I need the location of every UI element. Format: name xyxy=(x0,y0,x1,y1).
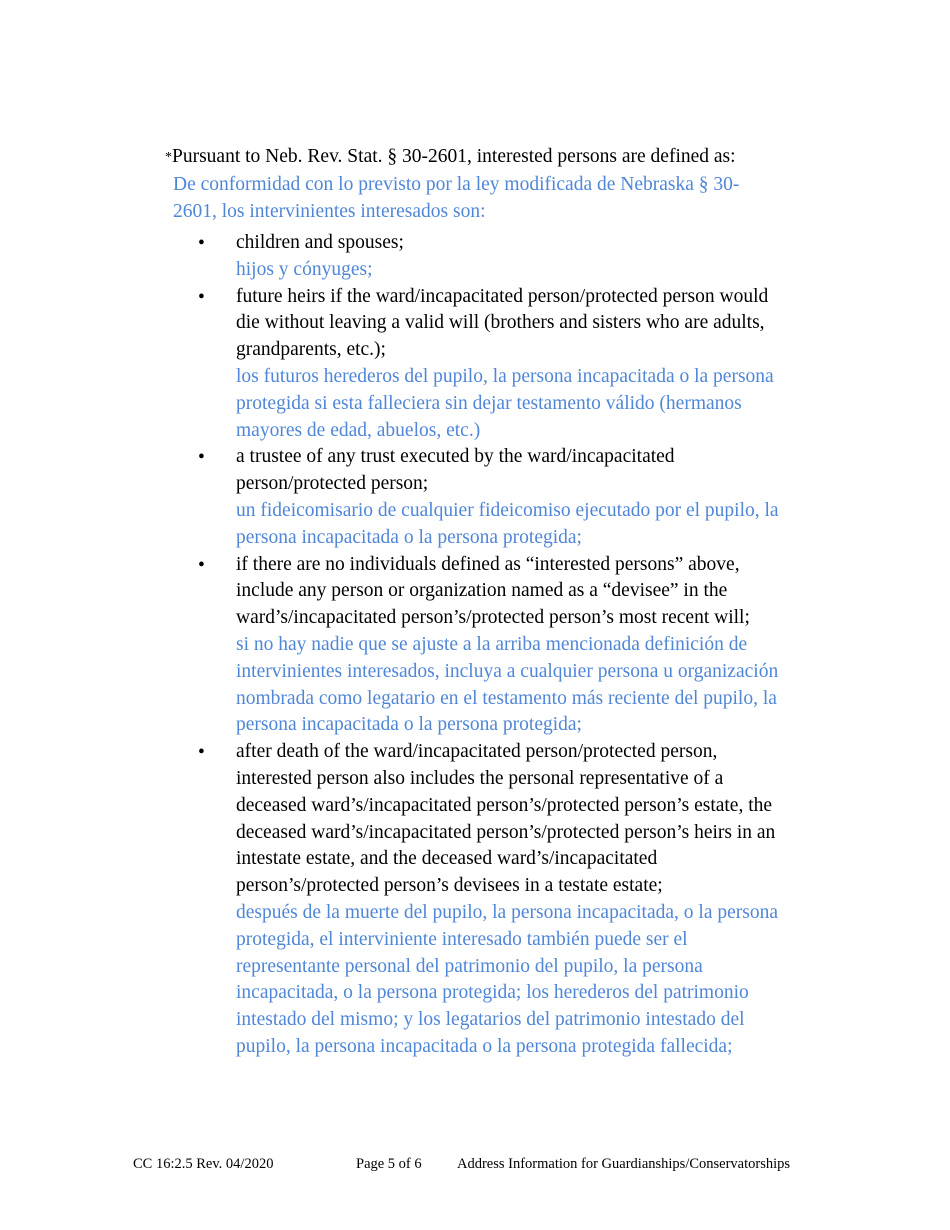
list-item-after-death xyxy=(198,739,791,1061)
list-item-english: if there are no individuals defined as “interested persons” above, include any person or organization named as a “devisee” in the ward’s/incapacitated person’s/protected person’s most recent will; xyxy=(236,553,750,629)
list-item-english: a trustee of any trust executed by the ward/incapacitated person/protected person; xyxy=(236,446,675,495)
interested-persons-list xyxy=(198,230,791,1061)
bullet-icon: • xyxy=(198,447,205,469)
list-item-spanish: hijos y cónyuges; xyxy=(236,258,373,280)
bullet-icon: • xyxy=(198,286,205,308)
list-item-spanish: un fideicomisario de cualquier fideicomiso ejecutado por el pupilo, la persona incapacitada o la persona protegida; xyxy=(236,499,779,548)
list-item-children-spouses xyxy=(198,230,791,284)
list-item-english: after death of the ward/incapacitated person/protected person, interested person also includes the personal representative of a deceased ward’s/incapacitated person’s/protected person’s estate, the deceased ward’s/incapacitated person’s/protected person’s heirs in an intestate estate, and the deceased ward’s/incapacitated person’s/protected person’s devisees in a testate estate; xyxy=(236,741,776,897)
list-item-english: future heirs if the ward/incapacitated person/protected person would die without leaving a valid will (brothers and sisters who are adults, grandparents, etc.); xyxy=(236,285,769,361)
intro-heading-spanish: De conformidad con lo previsto por la ley modificada de Nebraska § 30-2601, los intervinientes interesados son: xyxy=(173,174,740,222)
bullet-icon: • xyxy=(198,742,205,764)
footer-form-id: CC 16:2.5 Rev. 04/2020 xyxy=(133,1156,274,1172)
bullet-icon: • xyxy=(198,554,205,576)
intro-heading xyxy=(165,144,805,171)
list-item-english: children and spouses; xyxy=(236,232,404,253)
footer-document-title: Address Information for Guardianships/Conservatorships xyxy=(457,1156,791,1172)
list-item-devisee xyxy=(198,552,791,740)
footer-page-number: Page 5 of 6 xyxy=(356,1156,422,1172)
list-item-trustee xyxy=(198,444,791,551)
list-item-spanish: los futuros herederos del pupilo, la persona incapacitada o la persona protegida si esta falleciera sin dejar testamento válido (hermanos mayores de edad, abuelos, etc.) xyxy=(236,365,774,441)
footnote-asterisk: * xyxy=(165,150,172,165)
intro-heading-english: Pursuant to Neb. Rev. Stat. § 30-2601, interested persons are defined as: xyxy=(172,146,736,167)
bullet-icon: • xyxy=(198,233,205,254)
list-item-future-heirs xyxy=(198,284,791,445)
list-item-spanish: después de la muerte del pupilo, la persona incapacitada, o la persona protegida, el interviniente interesado también puede ser el representante personal del patrimonio del pupilo, la persona incapacitada, o la persona protegida; los herederos del patrimonio intestado del mismo; y los legatarios del patrimonio intestado del pupilo, la persona incapacitada o la persona protegida fallecida; xyxy=(236,901,779,1057)
list-item-spanish: si no hay nadie que se ajuste a la arriba mencionada definición de intervinientes interesados, incluya a cualquier persona u organización nombrada como legatario en el testamento más reciente del pupilo, la persona incapacitada o la persona protegida; xyxy=(236,633,779,736)
